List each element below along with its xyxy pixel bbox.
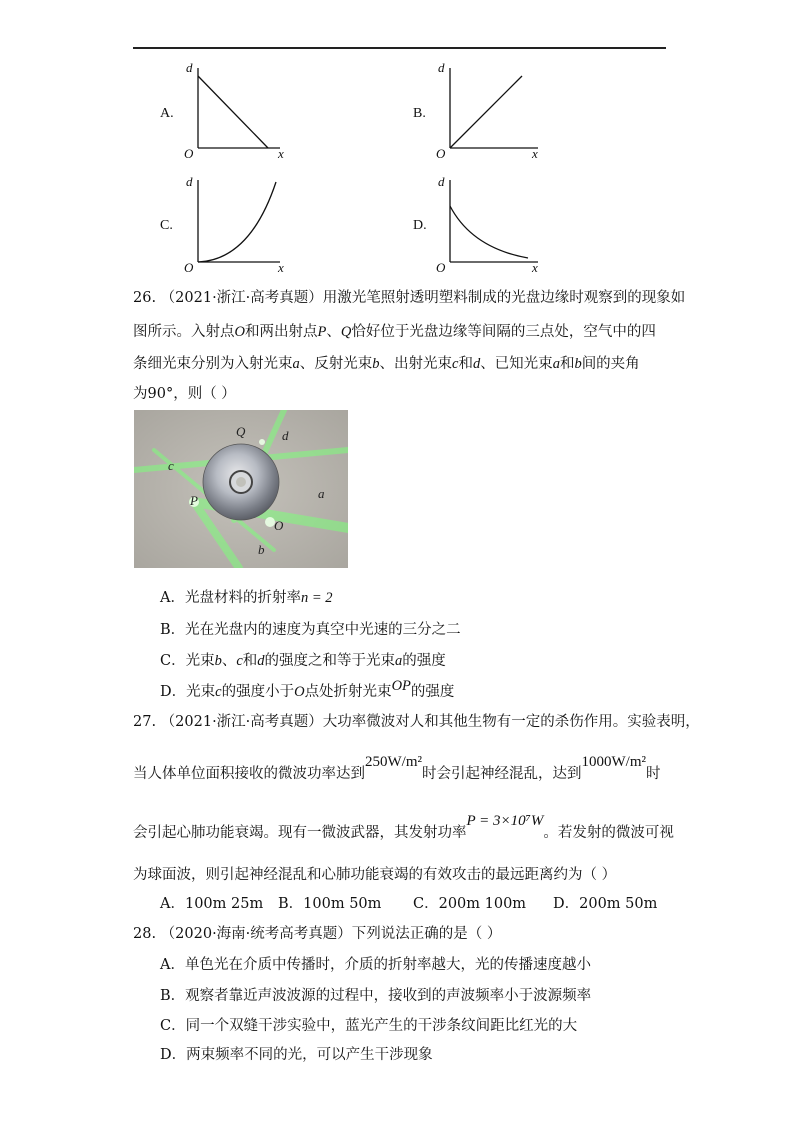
q28-option-a[interactable]: A．单色光在介质中传播时，介质的折射率越大，光的传播速度越小 [160,957,591,973]
q26-option-d-o: O [294,684,305,700]
graph-b-curve [450,76,522,148]
q26-option-d-pre: D．光束 [160,684,216,700]
q27-text-2a: 当人体单位面积接收的微波功率达到 [133,766,365,782]
q27-text-2b: 时会引起神经混乱，达到 [422,766,582,782]
graph-c-curve [198,182,276,262]
q26-option-c-c: c [236,653,243,669]
q27-option-d[interactable]: D．200m 50m [553,896,658,912]
photo-label-d: d [282,428,289,443]
cd-photo [134,410,348,568]
q26-var-q: Q [340,324,352,340]
q26-and-2: 和 [559,356,575,372]
q26-option-d-op: OP [391,678,411,694]
q26-var-a2: a [552,356,560,372]
graph-a-origin: O [184,146,194,161]
photo-label-o: O [274,518,284,533]
q26-text-3e: 间的夹角 [581,356,640,372]
q28-option-b[interactable]: B．观察者靠近声波波源的过程中，接收到的声波频率小于波源频率 [160,988,592,1004]
q26-text-2c: 恰好位于光盘边缘等间隔的三点处，空气中的四 [351,324,656,340]
q27-line2 [133,754,661,784]
q26-option-c-pre: C．光束 [160,653,215,669]
q27-text-1: 大功率微波对人和其他生物有一定的杀伤作用。实验表明， [322,714,700,730]
q26-option-c-d: d [257,653,265,669]
photo-label-q: Q [236,424,246,439]
q26-option-a-text: A．光盘材料的折射率 [160,590,301,606]
q26-number: 26. [133,290,157,306]
q26-text-2a: 图所示。入射点 [133,324,235,340]
graph-b-ylabel: d [438,60,445,75]
q26-option-c-and: 和 [242,653,258,669]
q27-line3 [133,813,674,843]
q26-line3 [133,354,640,374]
q26-var-b: b [372,356,380,372]
q26-text-1: 用激光笔照射透明塑料制成的光盘边缘时观察到的现象如 [322,290,686,306]
q27-text-2c: 时 [646,766,661,782]
q26-var-p: P [317,324,327,340]
option-b-letter: B. [413,106,426,121]
q26-option-c-a: a [395,653,403,669]
q26-text-3b: 、反射光束 [299,356,373,372]
q27-text-3b: 。若发射的微波可视 [543,825,674,841]
q27-option-a[interactable]: A．100m 25m [160,896,264,912]
q26-option-c-end: 的强度 [402,653,446,669]
q26-option-d-end: 的强度 [410,684,455,700]
option-d-letter: D. [413,218,427,233]
option-a-letter: A. [160,106,174,121]
q26-option-d-c: c [215,684,222,700]
q27-option-c[interactable]: C．200m 100m [413,896,527,912]
graph-d-ylabel: d [438,174,445,189]
q26-option-c-b: b [214,653,222,669]
q26-source: （2021·浙江·高考真题） [160,290,323,306]
q26-var-b2: b [574,356,582,372]
q26-var-c: c [452,356,459,372]
graph-b [432,58,548,162]
q26-and-1: 和 [458,356,473,372]
graph-b-xlabel: x [532,146,538,161]
q26-text-3a: 条细光束分别为入射光束 [133,356,293,372]
q26-option-d[interactable] [160,678,455,702]
q27-text-3a: 会引起心肺功能衰竭。现有一微波武器，其发射功率 [133,825,467,841]
photo-label-b: b [258,542,265,557]
q26-option-c-sep: 、 [221,653,237,669]
photo-label-a: a [318,486,325,501]
graph-d-origin: O [436,260,446,274]
graph-a-ylabel: d [186,60,193,75]
q26-line2 [133,322,656,342]
header-rule [133,47,666,49]
graph-d-xlabel: x [532,260,538,274]
q26-option-a[interactable] [160,588,333,608]
q27-line4: 为球面波，则引起神经混乱和心肺功能衰竭的有效攻击的最远距离约为（ ） [133,867,617,883]
q26-sep: 、 [326,324,341,340]
graph-d [432,170,548,274]
photo-label-c: c [168,458,174,473]
q27-value-1000: 1000W/m² [581,754,646,770]
q26-option-d-mid2: 点处折射光束 [304,684,392,700]
q26-option-d-mid: 的强度小于 [221,684,295,700]
q26-text-3c: 、出射光束 [379,356,452,372]
graph-c [180,170,290,274]
graph-a-curve [198,76,268,148]
q26-var-a: a [292,356,300,372]
q28-number: 28. [133,926,157,942]
graph-c-ylabel: d [186,174,193,189]
q27-number: 27. [133,714,157,730]
q26-var-o: O [234,324,245,340]
q26-option-b[interactable]: B．光在光盘内的速度为真空中光速的三分之二 [160,622,461,638]
q28-text-1: 下列说法正确的是（ ） [351,926,502,942]
q26-option-a-formula: n = 2 [300,590,333,606]
graph-c-origin: O [184,260,194,274]
graph-d-curve [450,206,528,258]
q26-text-3d: 、已知光束 [480,356,553,372]
q28-option-c[interactable]: C．同一个双缝干涉实验中，蓝光产生的干涉条纹间距比红光的大 [160,1018,578,1034]
graph-c-xlabel: x [278,260,284,274]
q27-source: （2021·浙江·高考真题） [160,714,323,730]
option-c-letter: C. [160,218,173,233]
q27-value-250: 250W/m² [365,754,422,770]
q26-text-2b: 和两出射点 [244,324,318,340]
q27-value-power: P = 3×10⁷W [466,813,544,829]
graph-b-origin: O [436,146,446,161]
q26-option-c[interactable] [160,651,446,671]
q26-option-c-mid: 的强度之和等于光束 [264,653,396,669]
q27-option-b[interactable]: B．100m 50m [278,896,382,912]
q26-line4: 为90°，则（ ） [133,386,236,402]
graph-a-xlabel: x [278,146,284,161]
q28-line1 [133,924,501,944]
q26-var-d: d [472,356,481,372]
q27-line1 [133,712,700,732]
graph-a [180,58,290,162]
q28-source: （2020·海南·统考高考真题） [160,926,352,942]
q26-line1 [133,288,685,308]
photo-label-p: P [190,493,198,508]
q28-option-d[interactable]: D．两束频率不同的光，可以产生干涉现象 [160,1047,433,1063]
